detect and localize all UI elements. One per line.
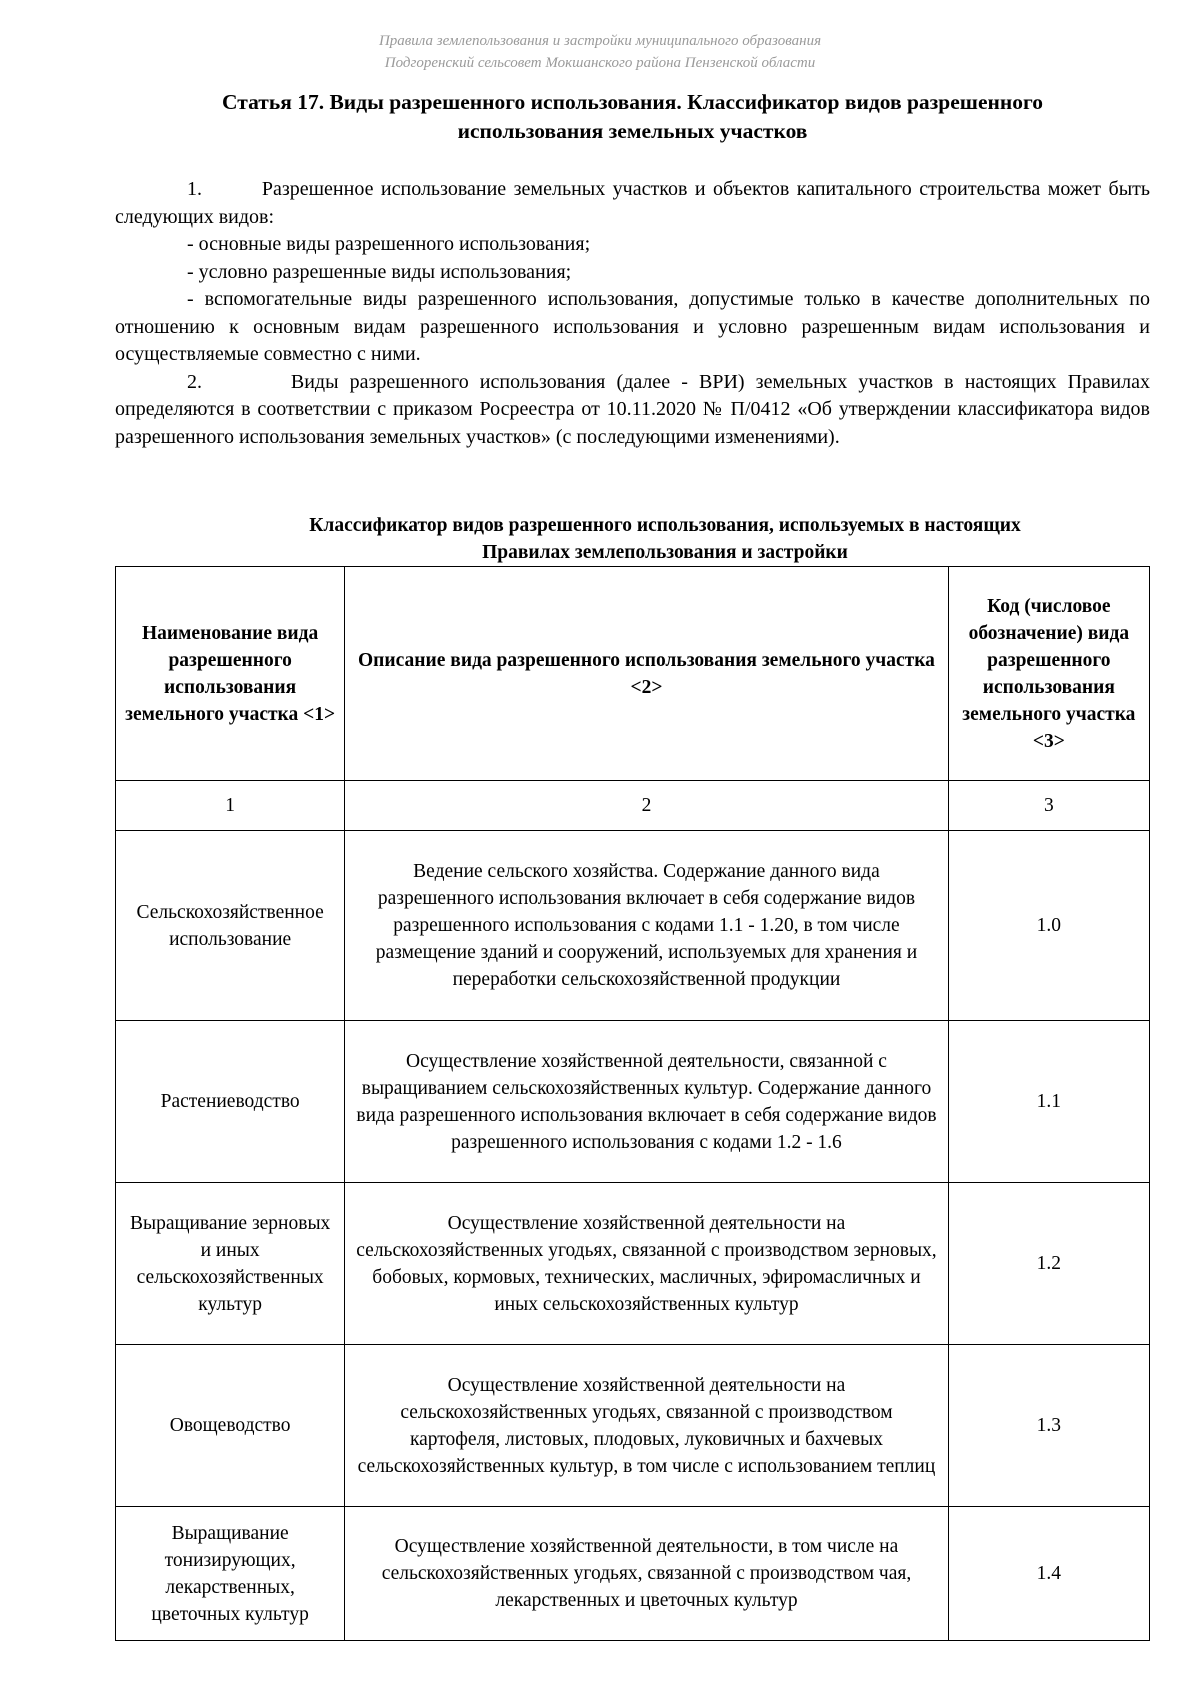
running-header-line2: Подгоренский сельсовет Мокшанского района Пензенской области [384, 55, 816, 71]
table-caption-line1: Классификатор видов разрешенного использования, используемых в настоящих [309, 515, 1021, 536]
paragraph-1: 1. Разрешенное использование земельных участков и объектов капитального строительства может быть следующих видов: [115, 178, 1150, 228]
table-caption [210, 512, 1120, 566]
row-code: 1.2 [948, 1183, 1149, 1345]
numbering-cell: 1 [116, 781, 345, 831]
running-header-line1: Правила землепользования и застройки муниципального образования [378, 33, 822, 49]
table-row [116, 1183, 1150, 1345]
article-title-line1: Статья 17. Виды разрешенного использования. Классификатор видов разрешенного [222, 90, 1043, 114]
row-code: 1.4 [948, 1507, 1149, 1641]
article-title-line2: использования земельных участков [457, 119, 808, 143]
running-header [0, 30, 1200, 74]
table-row [116, 1021, 1150, 1183]
table-row [116, 1507, 1150, 1641]
row-description: Осуществление хозяйственной деятельности на сельскохозяйственных угодьях, связанной с производством картофеля, листовых, плодовых, луковичных и бахчевых сельскохозяйственных культур, в том числе с использованием теплиц [345, 1345, 948, 1507]
article-body [115, 176, 1150, 451]
row-description: Осуществление хозяйственной деятельности, связанной с выращиванием сельскохозяйственных культур. Содержание данного вида разрешенного использования включает в себя содержание видов разрешенного использования с кодами 1.2 - 1.6 [345, 1021, 948, 1183]
row-name: Выращивание тонизирующих, лекарственных, цветочных культур [116, 1507, 345, 1641]
paragraph-2: 2. Виды разрешенного использования (далее - ВРИ) земельных участков в настоящих Правилах определяются в соответствии с приказом Росреестра от 10.11.2020 № П/0412 «Об утверждении классификатора видов разрешенного использования земельных участков» (с последующими изменениями). [115, 370, 1150, 448]
row-description: Ведение сельского хозяйства. Содержание данного вида разрешенного использования включает в себя содержание видов разрешенного использования с кодами 1.1 - 1.20, в том числе размещение зданий и сооружений, используемых для хранения и переработки сельскохозяйственной продукции [345, 831, 948, 1021]
list-item-conditional-uses: - условно разрешенные виды использования; [187, 260, 572, 283]
list-item-main-uses: - основные виды разрешенного использования; [187, 233, 591, 255]
numbering-cell: 2 [345, 781, 948, 831]
row-name: Выращивание зерновых и иных сельскохозяйственных культур [116, 1183, 345, 1345]
row-description: Осуществление хозяйственной деятельности, в том числе на сельскохозяйственных угодьях, связанной с производством чая, лекарственных и цветочных культур [345, 1507, 948, 1641]
table-numbering-row [116, 781, 1150, 831]
table-row [116, 831, 1150, 1021]
header-description: Описание вида разрешенного использования земельного участка <2> [345, 567, 948, 781]
table-row [116, 1345, 1150, 1507]
classifier-table [115, 566, 1150, 1641]
row-name: Сельскохозяйственное использование [116, 831, 345, 1021]
article-title [115, 88, 1150, 146]
row-code: 1.1 [948, 1021, 1149, 1183]
table-caption-line2: Правилах землепользования и застройки [482, 542, 848, 563]
table-header-row [116, 567, 1150, 781]
row-description: Осуществление хозяйственной деятельности на сельскохозяйственных угодьях, связанной с производством зерновых, бобовых, кормовых, технических, масличных, эфиромасличных и иных сельскохозяйственных культур [345, 1183, 948, 1345]
list-item-auxiliary-uses: - вспомогательные виды разрешенного использования, допустимые только в качестве дополнительных по отношению к основным видам разрешенного использования и условно разрешенным видам использования и осуществляемые совместно с ними. [115, 288, 1150, 365]
header-name: Наименование вида разрешенного использования земельного участка <1> [116, 567, 345, 781]
header-code: Код (числовое обозначение) вида разрешенного использования земельного участка <3> [948, 567, 1149, 781]
row-code: 1.0 [948, 831, 1149, 1021]
row-name: Овощеводство [116, 1345, 345, 1507]
row-code: 1.3 [948, 1345, 1149, 1507]
numbering-cell: 3 [948, 781, 1149, 831]
row-name: Растениеводство [116, 1021, 345, 1183]
